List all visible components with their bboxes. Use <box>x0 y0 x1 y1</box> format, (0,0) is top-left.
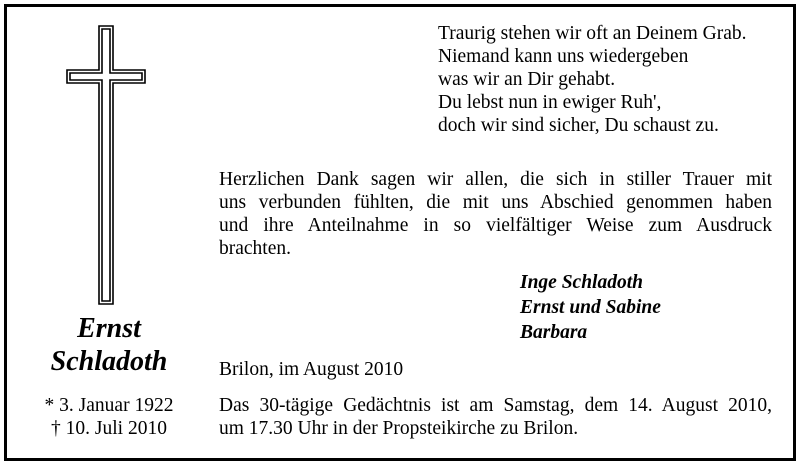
deceased-last-name: Schladoth <box>50 346 168 377</box>
poem-line: Du lebst nun in ewiger Ruh', <box>438 92 662 113</box>
birth-date: * 3. Januar 1922 <box>44 395 174 416</box>
thanks-line: uns verbunden fühlten, die mit uns Abschied genommen haben <box>219 192 772 213</box>
death-date: † 10. Juli 2010 <box>51 418 167 439</box>
deceased-name <box>20 312 198 378</box>
place-and-date: Brilon, im August 2010 <box>219 359 404 380</box>
signature-line: Barbara <box>520 322 588 343</box>
thanks-line: brachten. <box>219 238 292 259</box>
poem-line: Niemand kann uns wiedergeben <box>438 46 689 67</box>
poem-line: was wir an Dir gehabt. <box>438 69 616 90</box>
cross-icon <box>66 25 146 305</box>
signature-line: Inge Schladoth <box>520 272 643 293</box>
memorial-notice <box>219 394 772 440</box>
thanks-line: und ihre Anteilnahme in so vielfältiger Weise zum Ausdruck <box>219 215 772 236</box>
signatures <box>520 270 661 345</box>
poem-line: doch wir sind sicher, Du schaust zu. <box>438 115 719 136</box>
memorial-line: Das 30-tägige Gedächtnis ist am Samstag, dem 14. August 2010, <box>219 395 772 416</box>
memorial-line: um 17.30 Uhr in der Propsteikirche zu Brilon. <box>219 418 579 439</box>
life-dates <box>20 394 198 440</box>
thanks-paragraph <box>219 168 772 260</box>
thanks-line: Herzlichen Dank sagen wir allen, die sich in stiller Trauer mit <box>219 169 772 190</box>
poem <box>438 22 747 137</box>
deceased-first-name: Ernst <box>77 313 141 344</box>
poem-line: Traurig stehen wir oft an Deinem Grab. <box>438 23 747 44</box>
signature-line: Ernst und Sabine <box>520 297 661 318</box>
